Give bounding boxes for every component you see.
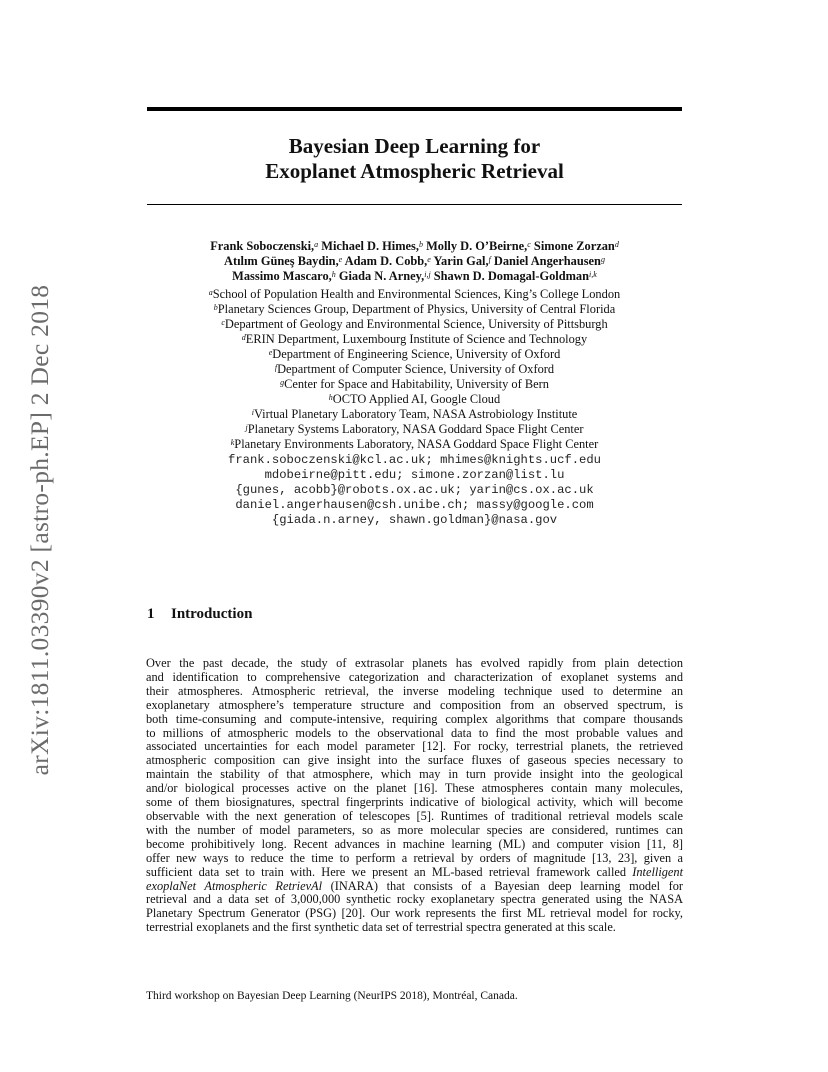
author-sup: h xyxy=(331,270,336,279)
affiliation-text: Department of Engineering Science, University of Oxford xyxy=(272,347,561,361)
affiliation-sup: i xyxy=(251,408,254,417)
author-sup: d xyxy=(614,240,619,249)
author-name: Massimo Mascaro, xyxy=(232,269,332,283)
affiliation xyxy=(147,362,682,377)
body-italic-text: Intelligent xyxy=(632,864,683,879)
workshop-footnote: Third workshop on Bayesian Deep Learning (NeurIPS 2018), Montréal, Canada. xyxy=(146,990,518,1002)
affiliation-sup: c xyxy=(221,318,225,327)
body-line: Planetary Spectrum Generator (PSG) [20]. Our work represents the first ML retrieval model for rocky, xyxy=(146,906,683,921)
arxiv-sidebar-stamp: arXiv:1811.03390v2 [astro-ph.EP] 2 Dec 2018 xyxy=(25,284,54,776)
author-sup: c xyxy=(527,240,531,249)
body-line: exoplanetary atmosphere’s temperature structure and composition from an observed spectrum, is xyxy=(146,697,683,712)
affiliation xyxy=(147,302,682,317)
section-heading xyxy=(147,606,252,623)
author-sup: a xyxy=(314,240,319,249)
affiliation-sup: h xyxy=(328,393,333,402)
body-line: retrieval and a data set of 3,000,000 synthetic rocky exoplanetary spectra generated using the NASA xyxy=(146,892,683,907)
body-line: terrestrial exoplanets and the first synthetic data set of terrestrial spectra generated at this scale. xyxy=(146,920,616,935)
affiliation xyxy=(147,392,682,407)
affiliation xyxy=(147,317,682,332)
title-line-2: Exoplanet Atmospheric Retrieval xyxy=(265,159,564,183)
body-line xyxy=(146,866,683,880)
email-line: mdobeirne@pitt.edu; simone.zorzan@list.lu xyxy=(264,468,565,482)
affiliation-sup: k xyxy=(230,438,235,447)
email-line: frank.soboczenski@kcl.ac.uk; mhimes@knights.ucf.edu xyxy=(228,453,601,467)
body-italic-text: exoplaNet Atmospheric RetrievAl xyxy=(146,878,323,893)
author-sup: i,j xyxy=(424,270,431,279)
affiliation-text: Center for Space and Habitability, University of Bern xyxy=(284,377,549,391)
introduction-paragraph xyxy=(146,657,683,935)
section-title: Introduction xyxy=(171,606,253,622)
body-line: to millions of atmospheric models to the observational data to find the most probable values and xyxy=(146,725,683,740)
body-text: sufficient data set to train with. Here we present an ML-based retrieval framework called xyxy=(146,864,633,879)
affiliation-sup: a xyxy=(208,288,213,297)
author-name: Giada N. Arney, xyxy=(335,269,425,283)
title-line-1: Bayesian Deep Learning for xyxy=(288,134,541,158)
author-line-1 xyxy=(147,239,682,254)
author-line-2 xyxy=(147,254,682,269)
author-name: Atılım Güneş Baydin, xyxy=(224,254,339,268)
affiliation-text: Virtual Planetary Laboratory Team, NASA Astrobiology Institute xyxy=(253,407,578,421)
body-line: atmospheric composition can give insight into the surface fluxes of gaseous species necessary to xyxy=(146,753,683,768)
author-name: Frank Soboczenski, xyxy=(210,239,315,253)
body-line: both time-consuming and compute-intensive, requiring complex algorithms that compare thousands xyxy=(146,711,683,726)
affiliation-text: Planetary Environments Laboratory, NASA Goddard Space Flight Center xyxy=(234,437,599,451)
author-sup: b xyxy=(418,240,423,249)
body-line: become prohibitively long. Recent advances in machine learning (ML) and computer vision [11, 8] xyxy=(146,836,683,851)
author-name: Shawn D. Domagal-Goldman xyxy=(430,269,590,283)
author-name: Daniel Angerhausen xyxy=(490,254,601,268)
affiliation xyxy=(147,437,682,452)
affiliation xyxy=(147,377,682,392)
affiliation-sup: e xyxy=(268,348,273,357)
author-sup: e xyxy=(338,255,343,264)
author-name: Molly D. O’Beirne, xyxy=(422,239,528,253)
body-line: and/or biological processes active on the planet [16]. These atmospheres contain many molecules, xyxy=(146,781,683,796)
body-line: offer new ways to reduce the time to perform a retrieval by orders of magnitude [13, 23], given a xyxy=(146,850,683,865)
body-line: associated uncertainties for each model parameter [12]. For rocky, terrestrial planets, the retrieved xyxy=(146,739,683,754)
affiliation xyxy=(147,347,682,362)
author-name: Adam D. Cobb, xyxy=(342,254,428,268)
affiliation-sup: b xyxy=(213,303,218,312)
author-sup: f xyxy=(488,255,491,264)
body-line: observable with the next generation of telescopes [5]. Runtimes of traditional retrieval models scale xyxy=(146,808,683,823)
affiliation-text: ERIN Department, Luxembourg Institute of Science and Technology xyxy=(245,332,588,346)
author-sup: g xyxy=(600,255,605,264)
affiliation xyxy=(147,407,682,422)
paper-title xyxy=(147,134,682,184)
author-name: Simone Zorzan xyxy=(530,239,615,253)
affiliation-sup: j xyxy=(245,423,248,432)
email-list xyxy=(147,453,682,528)
body-line: Over the past decade, the study of extrasolar planets has evolved rapidly from plain detection xyxy=(146,656,683,670)
body-line: their atmospheres. Atmospheric retrieval, the inverse modeling technique used to determine an xyxy=(146,683,683,698)
author-line-3 xyxy=(147,269,682,284)
affiliation-text: Department of Computer Science, University of Oxford xyxy=(277,362,555,376)
affiliation-sup: d xyxy=(241,333,246,342)
body-line: some of them biosignatures, spectral fingerprints indicative of biological activity, which will become xyxy=(146,795,683,810)
body-line: maintain the stability of that atmosphere, which may in turn provide insight into the geological xyxy=(146,767,683,782)
affiliation-sup: g xyxy=(280,378,285,387)
author-list xyxy=(147,239,682,284)
author-sup: i,k xyxy=(589,270,597,279)
body-line: with the number of model parameters, so as more molecular species are considered, runtimes can xyxy=(146,822,683,837)
email-line: {gunes, acobb}@robots.ox.ac.uk; yarin@cs.ox.ac.uk xyxy=(235,483,594,497)
affiliation-text: Planetary Sciences Group, Department of Physics, University of Central Florida xyxy=(217,302,616,316)
body-line xyxy=(146,880,683,894)
title-bottom-rule xyxy=(147,204,682,205)
email-line: {giada.n.arney, shawn.goldman}@nasa.gov xyxy=(271,513,558,527)
affiliation-text: OCTO Applied AI, Google Cloud xyxy=(332,392,501,406)
affiliation-text: Planetary Systems Laboratory, NASA Goddard Space Flight Center xyxy=(247,422,584,436)
author-name: Yarin Gal, xyxy=(430,254,489,268)
author-name: Michael D. Himes, xyxy=(318,239,419,253)
affiliation xyxy=(147,332,682,347)
section-number: 1 xyxy=(147,606,155,622)
body-text: (INARA) that consists of a Bayesian deep learning model for xyxy=(322,878,683,893)
title-top-rule xyxy=(147,107,682,111)
email-line: daniel.angerhausen@csh.unibe.ch; massy@google.com xyxy=(235,498,594,512)
affiliation-text: School of Population Health and Environmental Sciences, King’s College London xyxy=(212,287,621,301)
affiliation-text: Department of Geology and Environmental Science, University of Pittsburgh xyxy=(224,317,608,331)
affiliation xyxy=(147,422,682,437)
body-line: and identification to comprehensive categorization and characterization of exoplanet systems and xyxy=(146,669,683,684)
affiliation-sup: f xyxy=(274,363,278,372)
author-sup: e xyxy=(427,255,431,264)
affiliation-list xyxy=(147,287,682,452)
affiliation xyxy=(147,287,682,302)
